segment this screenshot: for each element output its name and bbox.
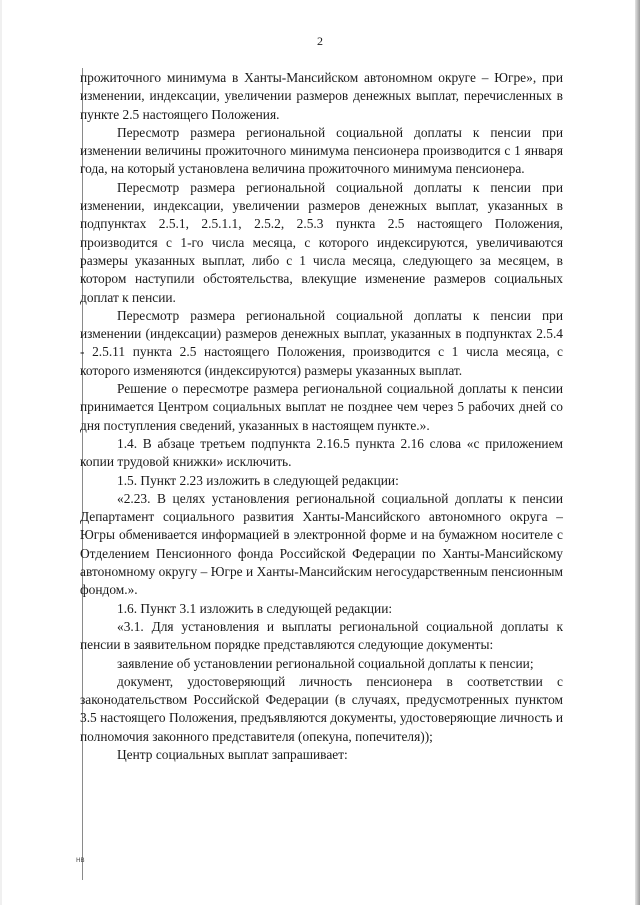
paragraph: прожиточного минимума в Ханты-Мансийском автономном округе – Югре», при изменении, индексации, увеличении размеров денежных выплат, перечисленных в пункте 2.5 настоящего Положения.	[80, 70, 563, 122]
page-number: 2	[317, 34, 323, 48]
paragraph: 1.4. В абзаце третьем подпункта 2.16.5 пункта 2.16 слова «с приложением копии трудовой книжки» исключить.	[80, 435, 563, 470]
scan-edge-right	[635, 0, 640, 905]
paragraph: Пересмотр размера региональной социальной доплаты к пенсии при изменении (индексации) размеров денежных выплат, указанных в подпунктах 2.5.4 - 2.5.11 пункта 2.5 настоящего Положения, производится с 1 числа месяца, с которого изменяются (индексируются) размеры указанных выплат.	[80, 307, 563, 378]
paragraph: Центр социальных выплат запрашивает:	[117, 746, 348, 762]
paragraph: 1.5. Пункт 2.23 изложить в следующей редакции:	[117, 472, 399, 488]
paragraph: Пересмотр размера региональной социальной доплаты к пенсии при изменении величины прожиточного минимума пенсионера производится с 1 января года, на который установлена величина прожиточного минимума пенсионера.	[80, 124, 563, 177]
footer-mark: НВ	[76, 857, 85, 864]
scan-edge-left	[0, 0, 2, 905]
paragraph: документ, удостоверяющий личность пенсионера в соответствии с законодательством Российской Федерации (в случаях, предусмотренных пунктом 3.5 настоящего Положения, предъявляются документы, удостоверяющие личность и полномочия законного представителя (опекуна, попечителя));	[80, 673, 563, 744]
paragraph: заявление об установлении региональной социальной доплаты к пенсии;	[117, 655, 534, 671]
paragraph: 1.6. Пункт 3.1 изложить в следующей редакции:	[117, 600, 393, 616]
paragraph: «2.23. В целях установления региональной социальной доплаты к пенсии Департамент социального развития Ханты-Мансийского автономного округа – Югры обменивается информацией в электронной форме и на бумажном носителе с Отделением Пенсионного фонда Российской Федерации по Ханты-Мансийскому автономному округу – Югре и Ханты-Мансийским негосударственным пенсионным фондом.».	[80, 490, 563, 598]
paragraph: Решение о пересмотре размера региональной социальной доплаты к пенсии принимается Центром социальных выплат не позднее чем через 5 рабочих дней со дня поступления сведений, указанных в настоящем пункте.».	[80, 381, 563, 433]
document-body	[80, 69, 563, 764]
paragraph: «3.1. Для установления и выплаты региональной социальной доплаты к пенсии в заявительном порядке представляются следующие документы:	[80, 618, 563, 653]
paragraph: Пересмотр размера региональной социальной доплаты к пенсии при изменении, индексации, увеличении размеров денежных выплат, указанных в подпунктах 2.5.1, 2.5.1.1, 2.5.2, 2.5.3 пункта 2.5 настоящего Положения, производится с 1-го числа месяца, с которого индексируются, увеличиваются размеры указанных выплат, либо с 1 числа месяца, следующего за месяцем, в котором наступили обстоятельства, влекущие изменение размеров социальных доплат к пенсии.	[80, 179, 563, 305]
